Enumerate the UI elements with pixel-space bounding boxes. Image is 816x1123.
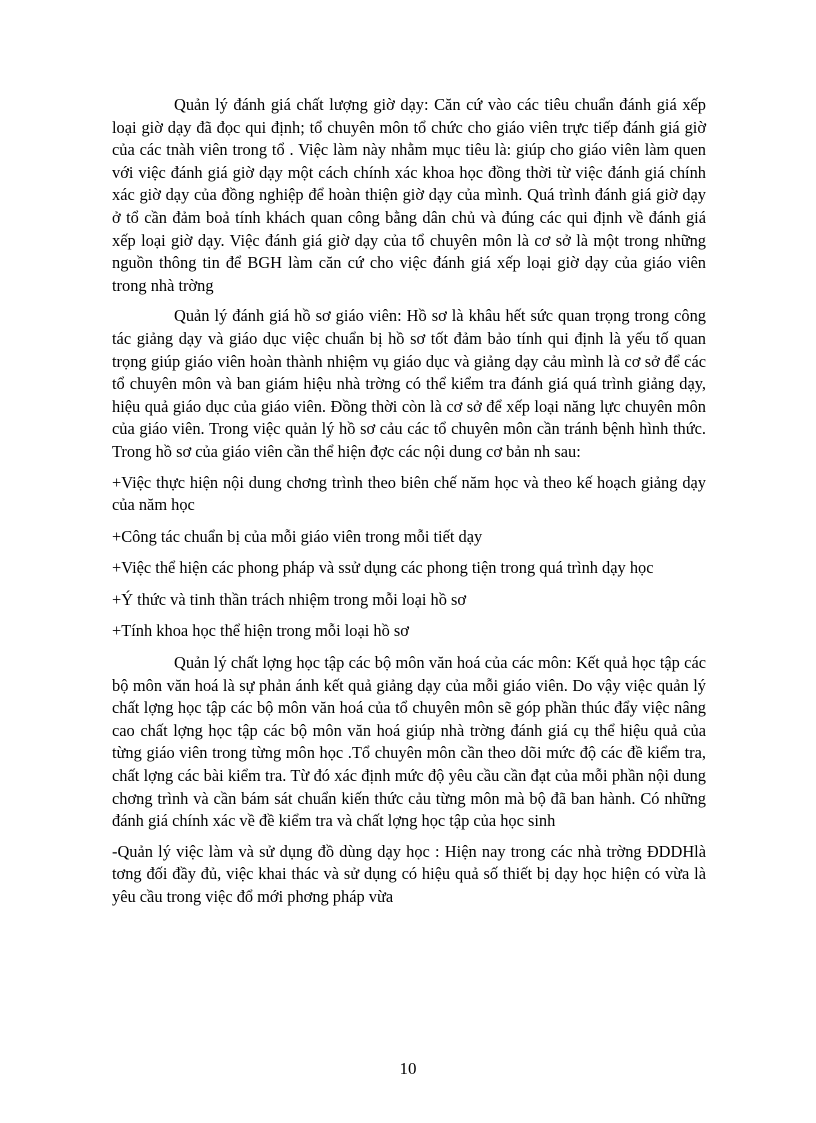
paragraph-teaching-equipment: -Quản lý việc làm và sử dụng đồ dùng dạy học : Hiện nay trong các nhà trờng ĐDDHlà tơng đối đầy đủ, việc khai thác và sử dụng có hiệu quả số thiết bị dạy học hiện có vừa là yêu cầu trong việc đổ mới phơng pháp vừa — [112, 841, 706, 906]
document-body — [112, 94, 706, 917]
paragraph-lesson-evaluation: Quản lý đánh giá chất lượng giờ dạy: Căn cứ vào các tiêu chuẩn đánh giá xếp loại giờ dạy đã đọc qui định; tổ chuyên môn tổ chức cho giáo viên trực tiếp đánh giá giờ của các tnàh viên trong tổ . Việc làm này nhằm mục tiêu là: giúp cho giáo viên làm quen với việc đánh giá giờ dạy một cách chính xác khoa học đồng thời từ việc đánh giá chính xác giờ dạy của đồng nghiệp để hoàn thiện giờ dạy của mình. Quá trình đánh giá giờ dạy ở tổ cần đảm boả tính khách quan công bằng dân chủ và đúng các qui định về đánh giá xếp loại giờ dạy. Việc đánh giá giờ dạy của tổ chuyên môn là cơ sở là một trong những nguồn thông tin để BGH làm căn cứ cho việc đánh giá xếp loại giờ dạy của giáo viên trong nhà trờng — [112, 95, 706, 295]
paragraph-teacher-records: Quản lý đánh giá hồ sơ giáo viên: Hồ sơ là khâu hết sức quan trọng trong công tác giảng dạy và giáo dục việc chuẩn bị hồ sơ tốt đảm bảo tính qui định là yếu tố quan trọng giúp giáo viên hoàn thành nhiệm vụ giáo dục và giảng dạy cảu mình là cơ sở để các tổ chuyên môn và ban giám hiệu nhà trờng có thể kiểm tra đánh giá quá trình giảng dạy, hiệu quả giáo dục của giáo viên. Đồng thời còn là cơ sở để xếp loại năng lực chuyên môn của giáo viên. Trong việc quản lý hồ sơ cảu các tổ chuyên môn cần tránh bệnh hình thức. Trong hồ sơ của giáo viên cần thể hiện đợc các nội dung cơ bản nh sau: — [112, 306, 706, 461]
list-item: +Việc thực hiện nội dung chơng trình theo biên chế năm học và theo kế hoạch giảng dạy của năm học — [112, 472, 706, 515]
list-item: +Ý thức và tinh thần trách nhiệm trong mỗi loại hồ sơ — [112, 589, 467, 609]
list-item: +Tính khoa học thể hiện trong mỗi loại hồ sơ — [112, 621, 409, 641]
list-item: +Việc thể hiện các phong pháp và ssử dụng các phong tiện trong quá trình dạy học — [112, 558, 654, 578]
page-number: 10 — [399, 1059, 417, 1078]
paragraph-learning-quality: Quản lý chất lợng học tập các bộ môn văn hoá của các môn: Kết quả học tập các bộ môn văn hoá là sự phản ánh kết quả giảng dạy của mỗi giáo viên. Do vậy việc quản lý chất lợng học tập các bộ môn văn hoá của tổ chuyên môn sẽ góp phần thúc đẩy việc nâng cao chất lợng học tập các bộ môn văn hoá giúp nhà trờng đánh giá cụ thể hiệu quả của từng giáo viên trong từng môn học .Tổ chuyên môn cần theo dõi mức độ các đề kiểm tra, chất lợng các bài kiểm tra. Từ đó xác định mức độ yêu cầu cần đạt của mỗi phần nội dung chơng trình và cần bám sát chuẩn kiến thức cảu từng môn mà bộ đã ban hành. Có những đánh giá chính xác về đề kiểm tra và chất lợng học tập của học sinh — [112, 653, 706, 831]
list-item: +Công tác chuẩn bị của mỗi giáo viên trong mỗi tiết dạy — [112, 526, 483, 546]
